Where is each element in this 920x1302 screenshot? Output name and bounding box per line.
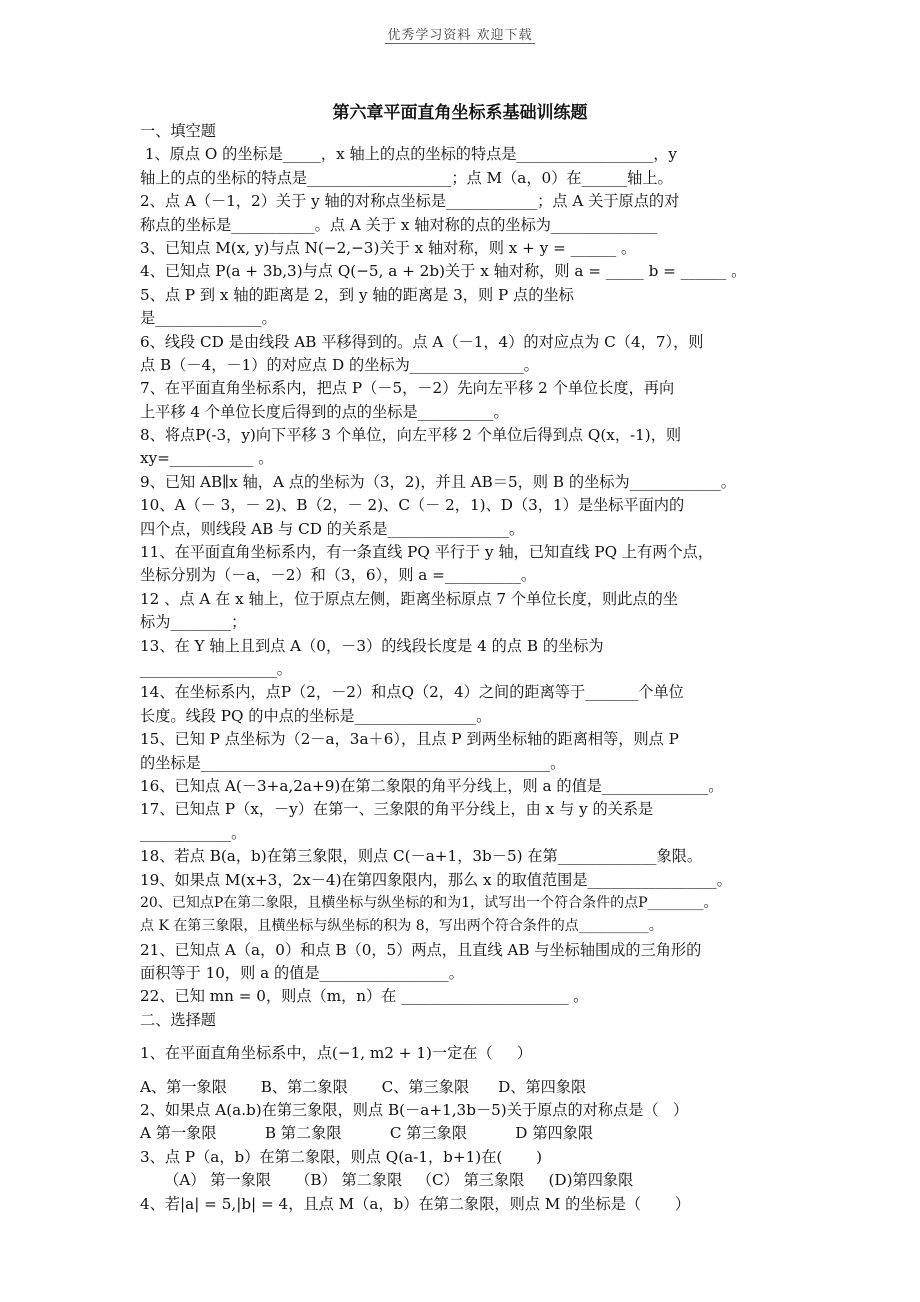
question-line: 15、已知 P 点坐标为（2－a，3a＋6），且点 P 到两坐标轴的距离相等，则点 P (140, 730, 679, 749)
question-line: 8、将点P(-3，y)向下平移 3 个单位，向左平移 2 个单位后得到点 Q(x，-1)，则 (140, 426, 682, 445)
question-line: 3、已知点 M(x, y)与点 N(−2,−3)关于 x 轴对称，则 x + y = ______ 。 (140, 238, 637, 257)
question-line: 14、在坐标系内，点P（2，－2）和点Q（2，4）之间的距离等于_______个单位 (140, 683, 684, 702)
question-line: 4、已知点 P(a + 3b,3)与点 Q(−5, a + 2b)关于 x 轴对称，则 a = _____ b = ______ 。 (140, 262, 747, 281)
question-line: 22、已知 mn = 0，则点（m，n）在 ______________________ 。 (140, 987, 589, 1006)
section-heading-multiple-choice: 二、选择题 (140, 1010, 216, 1029)
choices-line: （A） 第一象限 （B） 第二象限 （C） 第三象限 (D)第四象限 (140, 1171, 634, 1190)
question-line: 1、原点 O 的坐标是_____，x 轴上的点的坐标的特点是__________________，y (140, 145, 677, 164)
section-heading-fill-in: 一、填空题 (140, 122, 216, 140)
question-line: xy=___________ 。 (140, 449, 274, 468)
question-line: 9、已知 AB∥x 轴，A 点的坐标为（3，2)，并且 AB＝5，则 B 的坐标为____________。 (140, 472, 736, 491)
question-line: 四个点，则线段 AB 与 CD 的关系是________________。 (140, 519, 525, 538)
question-line: 13、在 Y 轴上且到点 A（0，－3）的线段长度是 4 的点 B 的坐标为 (140, 636, 604, 655)
question-line: 16、已知点 A(－3+a,2a+9)在第二象限的角平分线上，则 a 的值是______________。 (140, 776, 724, 795)
question-line: ____________。 (140, 823, 247, 842)
question-line: 12 、点 A 在 x 轴上，位于原点左侧，距离坐标原点 7 个单位长度，则此点的坐 (140, 589, 678, 608)
header-text: 优秀学习资料 欢迎下载 (387, 28, 533, 43)
question-line: 称点的坐标是___________。点 A 关于 x 轴对称的点的坐标为______________ (140, 215, 658, 234)
choices-line: A 第一象限 B 第二象限 C 第三象限 D 第四象限 (140, 1124, 594, 1143)
question-line: 4、若|a| = 5,|b| = 4，且点 M（a，b）在第二象限，则点 M 的坐标是（ ） (140, 1194, 691, 1213)
question-line: 面积等于 10，则 a 的值是_________________。 (140, 964, 464, 983)
question-line: 上平移 4 个单位长度后得到的点的坐标是__________。 (140, 402, 509, 421)
question-line: 21、已知点 A（a，0）和点 B（0，5）两点，且直线 AB 与坐标轴围成的三角形的 (140, 940, 702, 959)
question-line: 18、若点 B(a，b)在第三象限，则点 C(－a+1，3b－5) 在第_____________象限。 (140, 847, 703, 866)
question-line: 点 K 在第三象限，且横坐标与纵坐标的积为 8，写出两个符合条件的点__________。 (140, 918, 663, 935)
question-line: 2、如果点 A(a.b)在第三象限，则点 B(－a+1,3b－5)关于原点的对称点是（ ） (140, 1101, 689, 1120)
question-line: 1、在平面直角坐标系中，点(−1, m2 + 1)一定在（ ） (140, 1044, 532, 1063)
question-line: 是______________。 (140, 309, 277, 328)
question-line: 坐标分别为（－a，－2）和（3，6），则 a =__________。 (140, 566, 537, 585)
question-line: 3、点 P（a，b）在第二象限，则点 Q(a-1，b+1)在( ) (140, 1147, 543, 1166)
question-line: __________________。 (140, 659, 292, 678)
question-line: 11、在平面直角坐标系内，有一条直线 PQ 平行于 y 轴，已知直线 PQ 上有两个点， (140, 543, 714, 562)
question-line: 的坐标是______________________________________________。 (140, 753, 566, 772)
question-line: 7、在平面直角坐标系内，把点 P（－5，－2）先向左平移 2 个单位长度，再向 (140, 379, 675, 398)
question-line: 10、A（－ 3，－ 2)、B（2，－ 2)、C（－ 2，1)、D（3，1）是坐标平面内的 (140, 496, 685, 515)
question-line: 20、已知点P在第二象限，且横坐标与纵坐标的和为1，试写出一个符合条件的点P________。 (140, 894, 718, 911)
spacer (140, 1066, 782, 1076)
question-line: 长度。线段 PQ 的中点的坐标是________________。 (140, 706, 492, 725)
page-title: 第六章平面直角坐标系基础训练题 (332, 103, 588, 123)
question-line: 17、已知点 P（x，－y）在第一、三象限的角平分线上，由 x 与 y 的关系是 (140, 800, 654, 819)
question-line: 19、如果点 M(x+3，2x－4)在第四象限内，那么 x 的取值范围是_________________。 (140, 870, 732, 889)
question-line: 6、线段 CD 是由线段 AB 平移得到的。点 A（－1，4）的对应点为 C（4，7），则 (140, 332, 704, 351)
question-line: 轴上的点的坐标的特点是___________________；点 M（a，0）在______轴上。 (140, 168, 673, 187)
question-line: 5、点 P 到 x 轴的距离是 2，到 y 轴的距离是 3，则 P 点的坐标 (140, 285, 574, 304)
question-line: 点 B（－4，－1）的对应点 D 的坐标为_______________。 (140, 355, 539, 374)
document-body (140, 120, 782, 1216)
spacer (140, 1032, 782, 1042)
question-line: 2、点 A（－1，2）关于 y 轴的对称点坐标是____________；点 A 关于原点的对 (140, 192, 680, 211)
question-line: 标为________； (140, 613, 247, 632)
choices-line: A、第一象限 B、第二象限 C、第三象限 D、第四象限 (140, 1077, 587, 1096)
page-header (0, 24, 920, 43)
